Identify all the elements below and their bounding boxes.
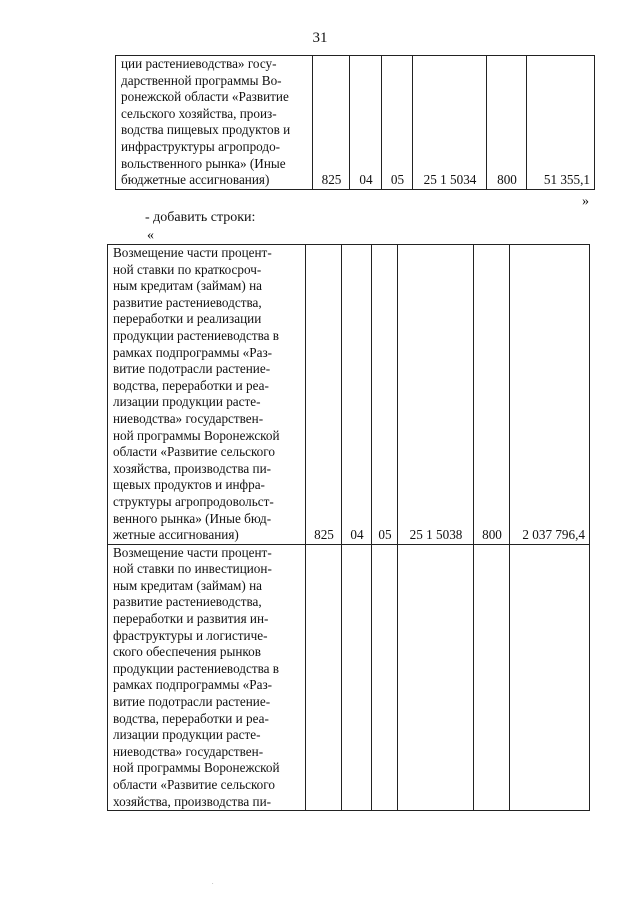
- target-article-cell: [398, 544, 474, 811]
- name-line: лизации продукции расте-: [113, 727, 261, 743]
- name-line: ниеводства» государствен-: [113, 743, 264, 759]
- name-line: ной программы Воронежской: [113, 760, 280, 776]
- grbs-cell: 825: [313, 56, 350, 190]
- expense-name-cell: [108, 544, 306, 811]
- name-line: хозяйства, производства пи-: [113, 793, 272, 809]
- amount-cell: 51 355,1: [527, 56, 595, 190]
- name-line: рамках подпрограммы «Раз-: [113, 344, 273, 360]
- expense-name-cell: [108, 245, 306, 545]
- target-article-cell: 25 1 5038: [398, 245, 474, 545]
- name-line: ского обеспечения рынков: [113, 644, 261, 660]
- expense-name-cell: [116, 56, 313, 190]
- scan-speck: .: [212, 880, 214, 886]
- name-line: щевых продуктов и инфра-: [113, 477, 265, 493]
- name-line: бюджетные ассигнования): [121, 172, 270, 188]
- name-line: хозяйства, производства пи-: [113, 460, 272, 476]
- name-line: фраструктуры и логистиче-: [113, 627, 268, 643]
- instruction-text: - добавить строки:: [145, 210, 256, 225]
- name-line: ным кредитам (займам) на: [113, 577, 262, 593]
- name-line: сельского хозяйства, произ-: [121, 105, 277, 121]
- name-line: продукции растениеводства в: [113, 660, 280, 676]
- name-line: инфраструктуры агропродо-: [121, 138, 281, 154]
- name-line: Возмещение части процент-: [113, 544, 272, 560]
- name-line: водства, переработки и реа-: [113, 710, 269, 726]
- name-line: водства, переработки и реа-: [113, 377, 269, 393]
- table-row: [116, 56, 595, 190]
- name-line: Возмещение части процент-: [113, 245, 272, 260]
- budget-table-existing-row: [115, 55, 595, 190]
- subsection-cell: 05: [372, 245, 398, 545]
- amount-cell: [510, 544, 590, 811]
- name-line: продукции растениеводства в: [113, 327, 280, 343]
- name-line: рамках подпрограммы «Раз-: [113, 677, 273, 693]
- name-line: ной ставки по краткосроч-: [113, 261, 262, 277]
- closing-quote: »: [582, 194, 589, 209]
- expense-type-cell: [474, 544, 510, 811]
- name-line: витие подотрасли растение-: [113, 361, 271, 377]
- name-line: вольственного рынка» (Иные: [121, 155, 286, 171]
- name-line: жетные ассигнования): [113, 527, 239, 543]
- opening-quote: «: [147, 228, 154, 243]
- name-line: развитие растениеводства,: [113, 294, 262, 310]
- page-number: 31: [312, 30, 328, 46]
- name-line: ниеводства» государствен-: [113, 410, 264, 426]
- name-line: ным кредитам (займам) на: [113, 278, 262, 294]
- grbs-cell: [306, 544, 342, 811]
- subsection-cell: 05: [382, 56, 413, 190]
- name-line: ной ставки по инвестицион-: [113, 561, 272, 577]
- name-line: ной программы Воронежской: [113, 427, 280, 443]
- name-line: развитие растениеводства,: [113, 594, 262, 610]
- name-line: ции растениеводства» госу-: [121, 56, 277, 71]
- name-line: дарственной программы Во-: [121, 72, 282, 88]
- name-line: витие подотрасли растение-: [113, 694, 271, 710]
- name-line: лизации продукции расте-: [113, 394, 261, 410]
- expense-type-cell: 800: [474, 245, 510, 545]
- name-line: венного рынка» (Иные бюд-: [113, 510, 272, 526]
- grbs-cell: 825: [306, 245, 342, 545]
- amount-cell: 2 037 796,4: [510, 245, 590, 545]
- section-cell: [342, 544, 372, 811]
- table-row: [108, 544, 590, 811]
- section-cell: 04: [342, 245, 372, 545]
- name-line: области «Развитие сельского: [113, 777, 275, 792]
- name-line: ронежской области «Развитие: [121, 89, 289, 105]
- table-row: [108, 245, 590, 545]
- target-article-cell: 25 1 5034: [413, 56, 487, 190]
- name-line: водства пищевых продуктов и: [121, 122, 291, 138]
- name-line: структуры агропродовольст-: [113, 493, 274, 509]
- name-line: области «Развитие сельского: [113, 444, 275, 460]
- budget-table-added-rows: [107, 244, 590, 811]
- expense-type-cell: 800: [487, 56, 527, 190]
- subsection-cell: [372, 544, 398, 811]
- section-cell: 04: [350, 56, 382, 190]
- name-line: переработки и реализации: [113, 311, 262, 327]
- name-line: переработки и развития ин-: [113, 611, 269, 627]
